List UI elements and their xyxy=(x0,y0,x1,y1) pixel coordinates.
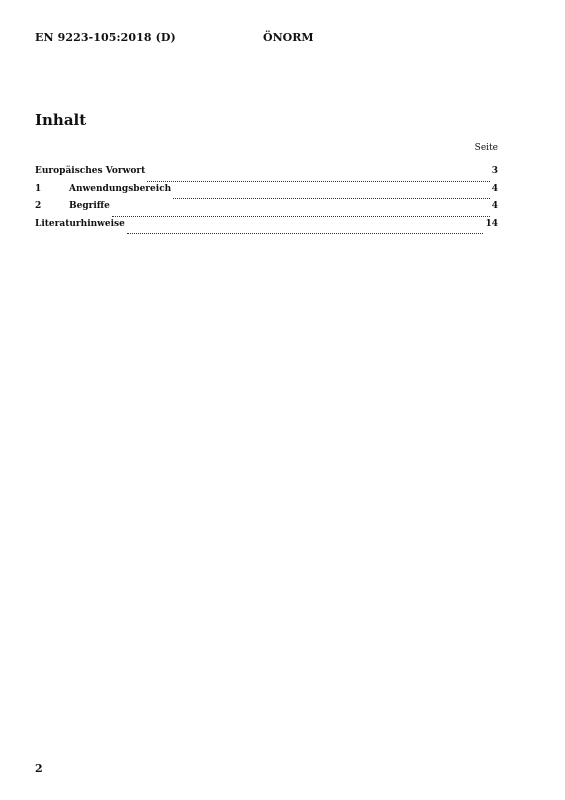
toc-entry-europaeisches-vorwort[interactable] xyxy=(35,166,498,184)
toc-entry-number: 2 xyxy=(35,201,42,211)
toc-entry-number: 1 xyxy=(35,183,42,194)
toc-leader-dots xyxy=(147,180,489,182)
header-document-id: EN 9223-105:2018 (D) xyxy=(35,31,176,44)
toc-leader-dots xyxy=(112,215,490,217)
toc-title: Inhalt xyxy=(35,111,87,129)
toc-page-column-label: Seite xyxy=(474,143,498,153)
toc-entry-label: Literaturhinweise xyxy=(35,218,125,229)
toc-leader-dots xyxy=(173,197,490,199)
toc-entry-label: Begriffe xyxy=(69,201,110,211)
footer-page-number: 2 xyxy=(35,762,43,775)
header-standard-name: ÖNORM xyxy=(263,31,314,44)
toc-entry-label: Anwendungsbereich xyxy=(69,183,172,194)
toc-entry-anwendungsbereich[interactable] xyxy=(35,184,498,202)
toc-entry-literaturhinweise[interactable] xyxy=(35,219,498,237)
toc-entry-page: 4 xyxy=(491,183,498,194)
table-of-contents xyxy=(35,166,498,236)
toc-entry-page: 4 xyxy=(491,201,498,211)
toc-entry-page: 3 xyxy=(491,166,498,176)
toc-leader-dots xyxy=(127,232,484,234)
toc-entry-label: Europäisches Vorwort xyxy=(35,166,146,176)
toc-entry-page: 14 xyxy=(485,218,498,229)
toc-entry-begriffe[interactable] xyxy=(35,201,498,219)
